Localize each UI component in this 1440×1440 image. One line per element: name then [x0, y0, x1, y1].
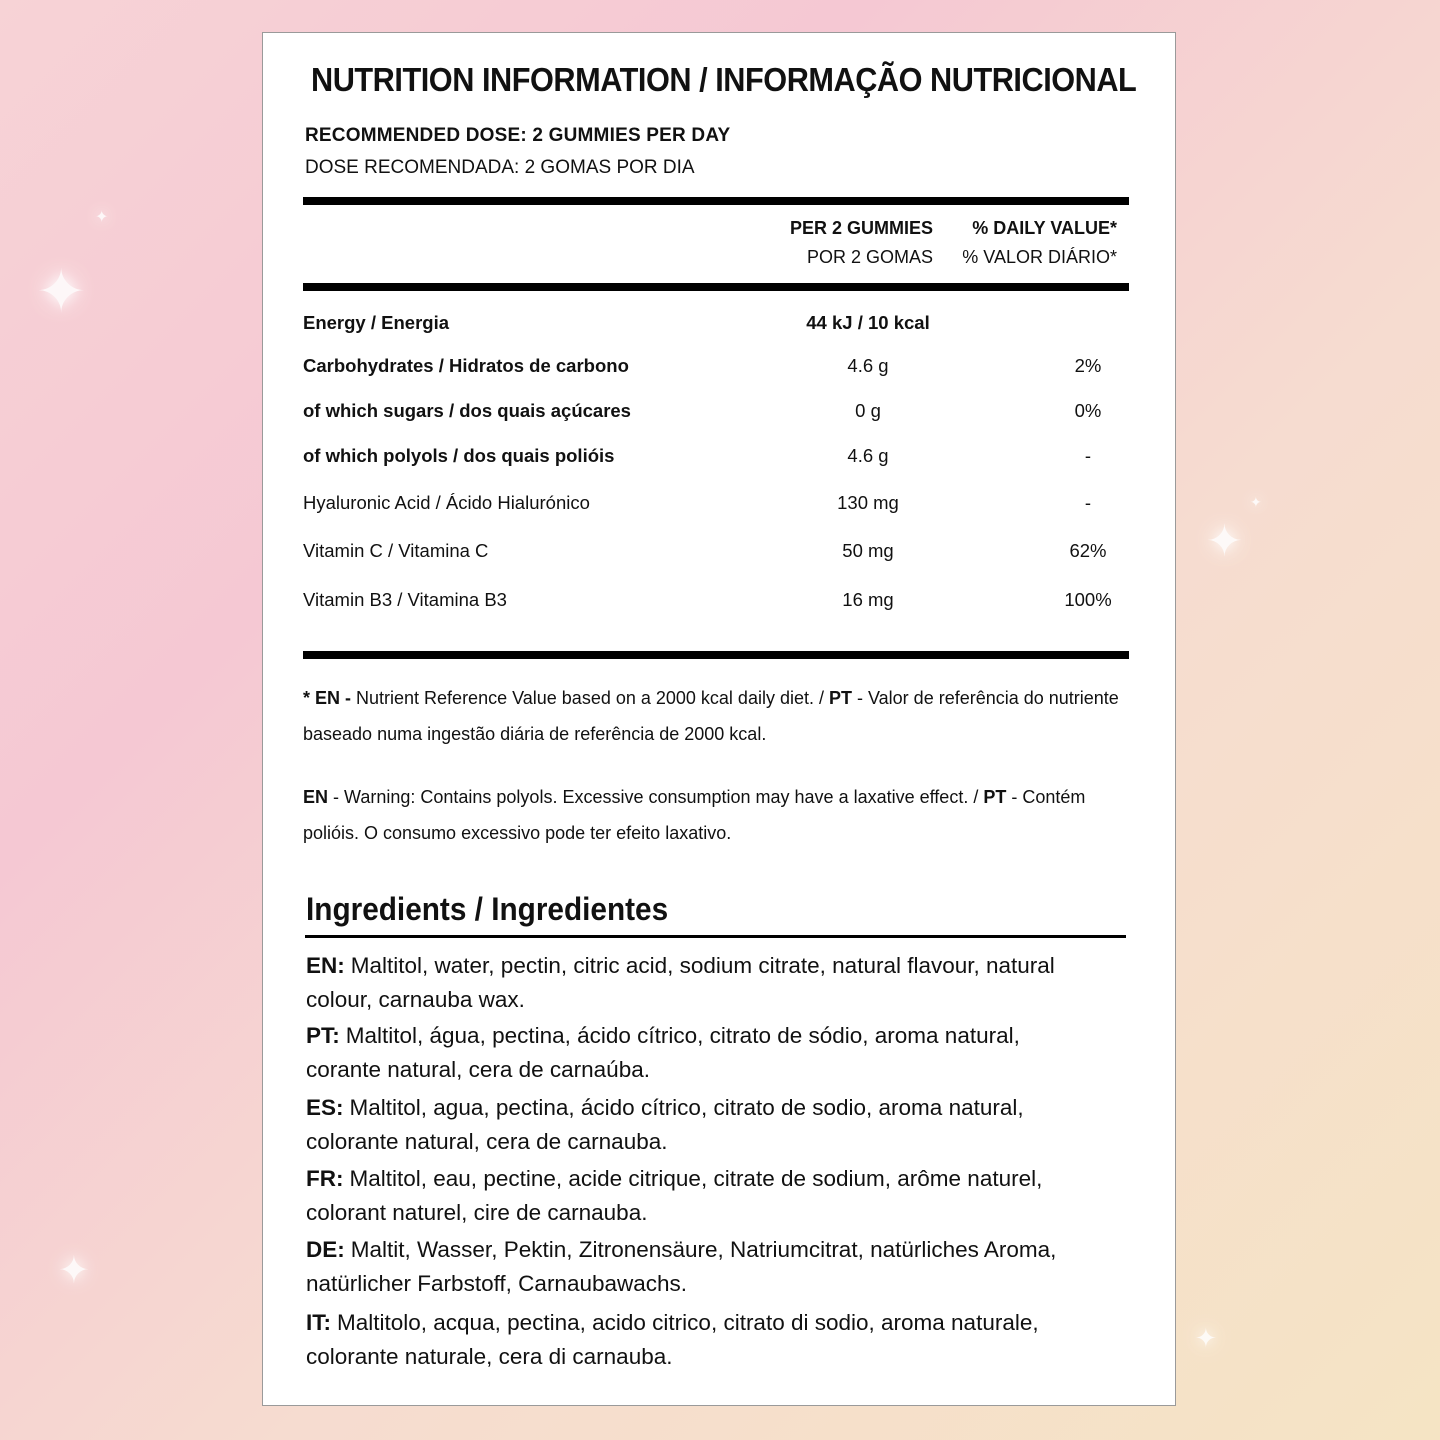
divider — [303, 651, 1129, 659]
ingredients-lang-code: FR: — [306, 1166, 344, 1191]
column-header-dv-pt: % VALOR DIÁRIO* — [962, 247, 1117, 267]
nutrient-value: 130 mg — [837, 492, 899, 513]
divider — [305, 935, 1126, 938]
ingredients-lang-code: DE: — [306, 1237, 345, 1262]
column-header-per-en: PER 2 GUMMIES — [789, 218, 933, 238]
ingredients-item-de — [306, 1233, 1066, 1301]
reference-value-note — [303, 680, 1133, 752]
nutrient-label: Hyaluronic Acid / Ácido Hialurónico — [303, 492, 590, 513]
ingredients-lang-code: ES: — [306, 1095, 344, 1120]
note-en-text: Nutrient Reference Value based on a 2000 kcal daily diet. / — [351, 688, 829, 708]
sparkle-decoration: ✦ — [95, 209, 109, 226]
ingredients-item-it — [306, 1306, 1066, 1374]
warning-en-code: EN — [303, 787, 329, 807]
ingredients-item-fr — [306, 1162, 1066, 1230]
nutrient-daily-value: 100% — [1064, 589, 1112, 610]
sparkle-decoration: ✦ — [1206, 517, 1243, 566]
dose-pt: DOSE RECOMENDADA: 2 GOMAS POR DIA — [305, 157, 695, 178]
column-header-per-pt: POR 2 GOMAS — [806, 247, 933, 267]
nutrient-label: Energy / Energia — [303, 312, 449, 333]
page-title: NUTRITION INFORMATION / INFORMAÇÃO NUTRICIONAL — [311, 61, 1137, 98]
nutrient-value: 50 mg — [842, 540, 894, 561]
nutrient-daily-value: - — [1084, 492, 1092, 513]
sparkle-decoration: ✦ — [1250, 494, 1262, 510]
ingredients-item-es — [306, 1091, 1066, 1159]
column-header-dv-en: % DAILY VALUE* — [972, 218, 1117, 238]
nutrient-value: 44 kJ / 10 kcal — [806, 312, 930, 333]
nutrient-value: 16 mg — [842, 589, 894, 610]
ingredients-text: Maltitol, eau, pectine, acide citrique, citrate de sodium, arôme naturel, colorant naturel, cire de carnauba. — [306, 1166, 1043, 1225]
nutrient-daily-value: 0% — [1074, 400, 1102, 421]
ingredients-text: Maltit, Wasser, Pektin, Zitronensäure, Natriumcitrat, natürliches Aroma, natürlicher Farbstoff, Carnaubawachs. — [306, 1237, 1057, 1296]
ingredients-item-en — [306, 949, 1066, 1017]
ingredients-text: Maltitol, água, pectina, ácido cítrico, citrato de sódio, aroma natural, corante natural, cera de carnaúba. — [306, 1023, 1020, 1082]
nutrient-value: 4.6 g — [847, 355, 889, 376]
nutrient-label: of which polyols / dos quais polióis — [303, 445, 615, 466]
note-star-code: * EN - — [303, 688, 352, 708]
nutrient-value: 4.6 g — [847, 445, 889, 466]
ingredients-lang-code: EN: — [306, 953, 345, 978]
nutrient-daily-value: 2% — [1074, 355, 1102, 376]
nutrient-daily-value: - — [1084, 445, 1092, 466]
nutrition-label-card — [262, 32, 1176, 1406]
warning-en-text: - Warning: Contains polyols. Excessive consumption may have a laxative effect. / — [328, 787, 984, 807]
note-pt-text: - Valor de referência do nutriente baseado numa ingestão diária de referência de 2000 kcal. — [303, 688, 1119, 744]
nutrient-label: of which sugars / dos quais açúcares — [303, 400, 631, 421]
sparkle-decoration: ✦ — [1195, 1323, 1217, 1353]
divider — [303, 197, 1129, 205]
ingredients-item-pt — [306, 1019, 1066, 1087]
nutrient-value: 0 g — [855, 400, 881, 421]
warning-pt-code: PT — [983, 787, 1007, 807]
warning-note — [303, 779, 1133, 851]
divider — [303, 283, 1129, 291]
nutrient-label: Carbohydrates / Hidratos de carbono — [303, 355, 629, 376]
nutrient-label: Vitamin B3 / Vitamina B3 — [303, 589, 507, 610]
ingredients-text: Maltitol, water, pectin, citric acid, sodium citrate, natural flavour, natural colour, carnauba wax. — [306, 953, 1055, 1012]
note-pt-code: PT — [828, 688, 852, 708]
ingredients-text: Maltitolo, acqua, pectina, acido citrico, citrato di sodio, aroma naturale, colorante naturale, cera di carnauba. — [306, 1310, 1039, 1369]
dose-en: RECOMMENDED DOSE: 2 GUMMIES PER DAY — [305, 125, 731, 146]
nutrient-daily-value: 62% — [1069, 540, 1107, 561]
sparkle-decoration: ✦ — [36, 258, 87, 325]
ingredients-title: Ingredients / Ingredientes — [306, 891, 669, 927]
warning-pt-text: - Contém polióis. O consumo excessivo pode ter efeito laxativo. — [303, 787, 1086, 843]
nutrient-label: Vitamin C / Vitamina C — [303, 540, 489, 561]
sparkle-decoration: ✦ — [58, 1250, 90, 1292]
ingredients-lang-code: PT: — [306, 1023, 340, 1048]
ingredients-lang-code: IT: — [306, 1310, 331, 1335]
ingredients-text: Maltitol, agua, pectina, ácido cítrico, citrato de sodio, aroma natural, colorante natural, cera de carnauba. — [306, 1095, 1024, 1154]
